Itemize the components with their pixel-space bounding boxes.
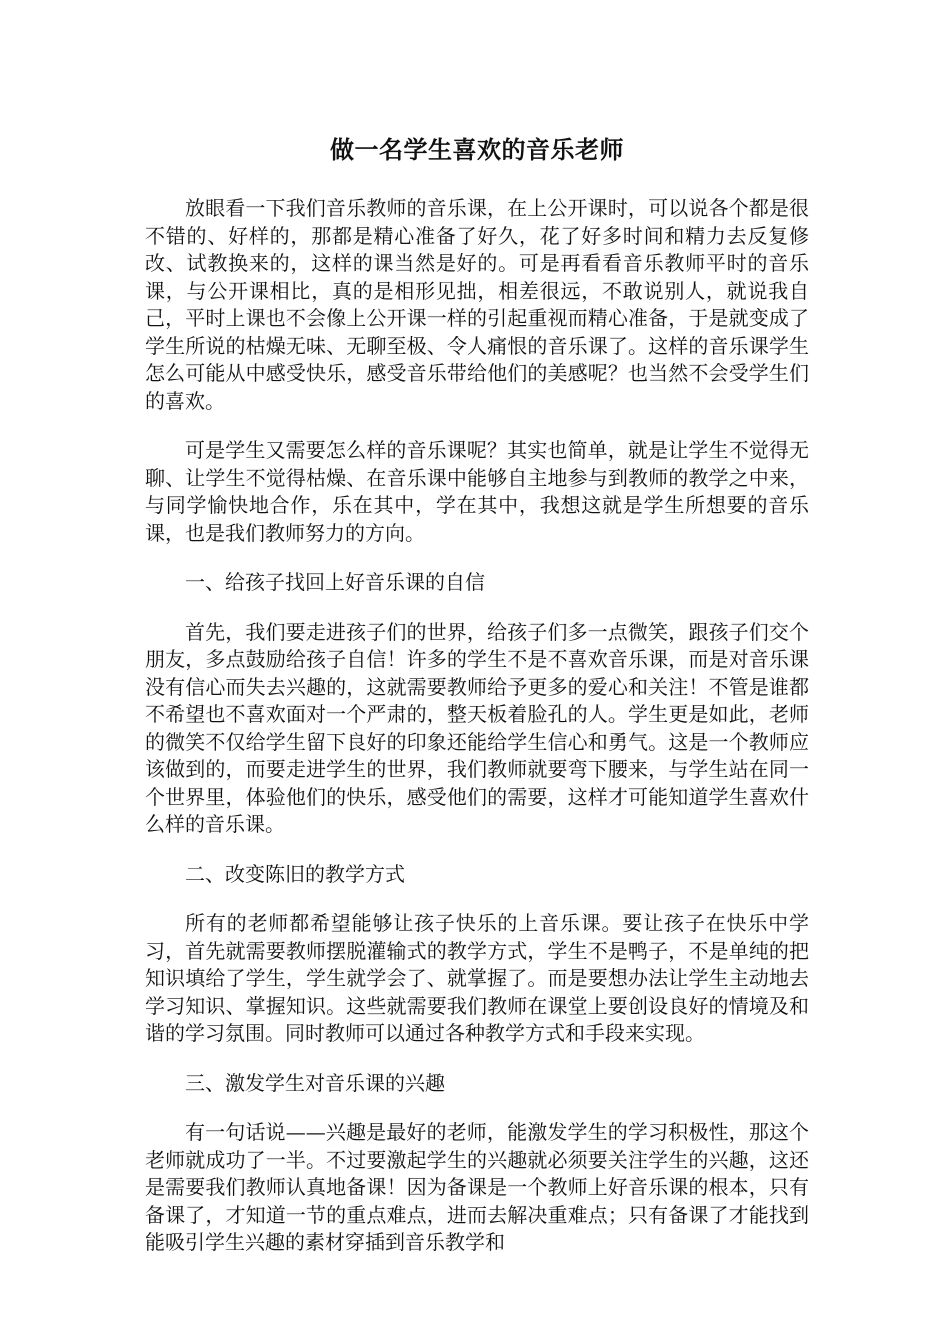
- paragraph-section-3: 有一句话说——兴趣是最好的老师，能激发学生的学习积极性，那这个老师就成功了一半。不过要激起学生的兴趣就必须要关注学生的兴趣，这还是需要我们教师认真地备课！因为备课是一个教师上好音乐课的根本，只有备课了，才知道一节的重点难点，进而去解决重难点；只有备课了才能找到能吸引学生兴趣的素材穿插到音乐教学和: [145, 1120, 809, 1254]
- document-body: [145, 133, 809, 1279]
- section-heading-3: 三、激发学生对音乐课的兴趣: [185, 1070, 445, 1095]
- paragraph-section-1: 首先，我们要走进孩子们的世界，给孩子们多一点微笑，跟孩子们交个朋友，多点鼓励给孩子自信！许多的学生不是不喜欢音乐课，而是对音乐课没有信心而失去兴趣的，这就需要教师给予更多的爱心和关注！不管是谁都不希望也不喜欢面对一个严肃的，整天板着脸孔的人。学生更是如此，老师的微笑不仅给学生留下良好的印象还能给学生信心和勇气。这是一个教师应该做到的，而要走进学生的世界，我们教师就要弯下腰来，与学生站在同一个世界里，体验他们的快乐，感受他们的需要，这样才可能知道学生喜欢什么样的音乐课。: [145, 619, 809, 836]
- paragraph-section-2: 所有的老师都希望能够让孩子快乐的上音乐课。要让孩子在快乐中学习，首先就需要教师摆脱灌输式的教学方式，学生不是鸭子，不是单纯的把知识填给了学生，学生就学会了、就掌握了。而是要想办法让学生主动地去学习知识、掌握知识。这些就需要我们教师在课堂上要创设良好的情境及和谐的学习氛围。同时教师可以通过各种教学方式和手段来实现。: [145, 911, 809, 1045]
- document-title: 做一名学生喜欢的音乐老师: [330, 135, 624, 164]
- paragraph-needs: 可是学生又需要怎么样的音乐课呢？其实也简单，就是让学生不觉得无聊、让学生不觉得枯燥、在音乐课中能够自主地参与到教师的教学之中来，与同学愉快地合作，乐在其中，学在其中，我想这就是学生所想要的音乐课，也是我们教师努力的方向。: [145, 438, 809, 545]
- section-heading-1: 一、给孩子找回上好音乐课的自信: [185, 570, 485, 594]
- paragraph-intro: 放眼看一下我们音乐教师的音乐课，在上公开课时，可以说各个都是很不错的、好样的，那都是精心准备了好久，花了好多时间和精力去反复修改、试教换来的，这样的课当然是好的。可是再看看音乐教师平时的音乐课，与公开课相比，真的是相形见拙，相差很远，不敢说别人，就说我自己，平时上课也不会像上公开课一样的引起重视而精心准备，于是就变成了学生所说的枯燥无味、无聊至极、令人痛恨的音乐课了。这样的音乐课学生怎么可能从中感受快乐，感受音乐带给他们的美感呢？也当然不会受学生们的喜欢。: [145, 196, 809, 413]
- section-heading-2: 二、改变陈旧的教学方式: [185, 861, 405, 886]
